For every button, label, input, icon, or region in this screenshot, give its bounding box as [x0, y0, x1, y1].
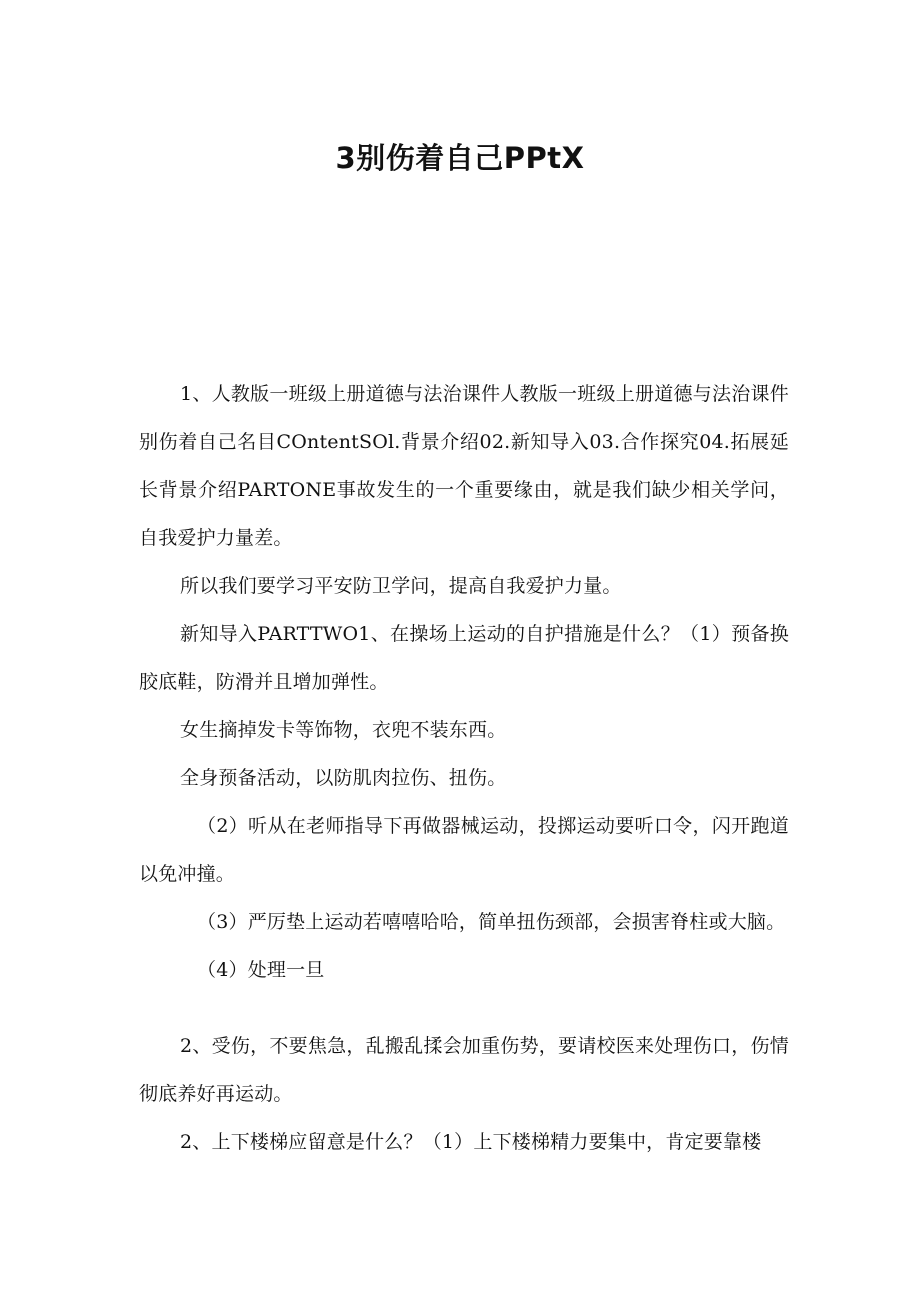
paragraph-10: 2、上下楼梯应留意是什么？（1）上下楼梯精力要集中，肯定要靠楼 — [180, 1131, 762, 1153]
paragraph-8: （4）处理一旦 — [197, 959, 325, 981]
paragraph-3: 新知导入PARTTWO1、在操场上运动的自护措施是什么？（1）预备换胶底鞋，防滑并且增加弹性。 — [139, 623, 789, 693]
document-title: 3别伤着自己PPtX — [335, 141, 585, 175]
paragraph-2: 所以我们要学习平安防卫学问，提高自我爱护力量。 — [180, 575, 622, 597]
document-body — [139, 370, 789, 1166]
paragraph-6: （2）听从在老师指导下再做器械运动，投掷运动要听口令，闪开跑道以免冲撞。 — [139, 815, 789, 885]
paragraph-4: 女生摘掉发卡等饰物，衣兜不装东西。 — [180, 719, 507, 741]
paragraph-9: 2、受伤，不要焦急，乱搬乱揉会加重伤势，要请校医来处理伤口，伤情彻底养好再运动。 — [139, 1035, 789, 1105]
paragraph-5: 全身预备活动，以防肌肉拉伤、扭伤。 — [180, 767, 507, 789]
paragraph-1: 1、人教版一班级上册道德与法治课件人教版一班级上册道德与法治课件别伤着自己名目COntentSOl.背景介绍02.新知导入03.合作探究04.拓展延长背景介绍PARTONE事故发生的一个重要缘由，就是我们缺少相关学问，自我爱护力量差。 — [139, 383, 789, 549]
paragraph-7: （3）严厉垫上运动若嘻嘻哈哈，简单扭伤颈部，会损害脊柱或大脑。 — [197, 911, 786, 933]
paragraph-gap — [139, 994, 789, 1022]
